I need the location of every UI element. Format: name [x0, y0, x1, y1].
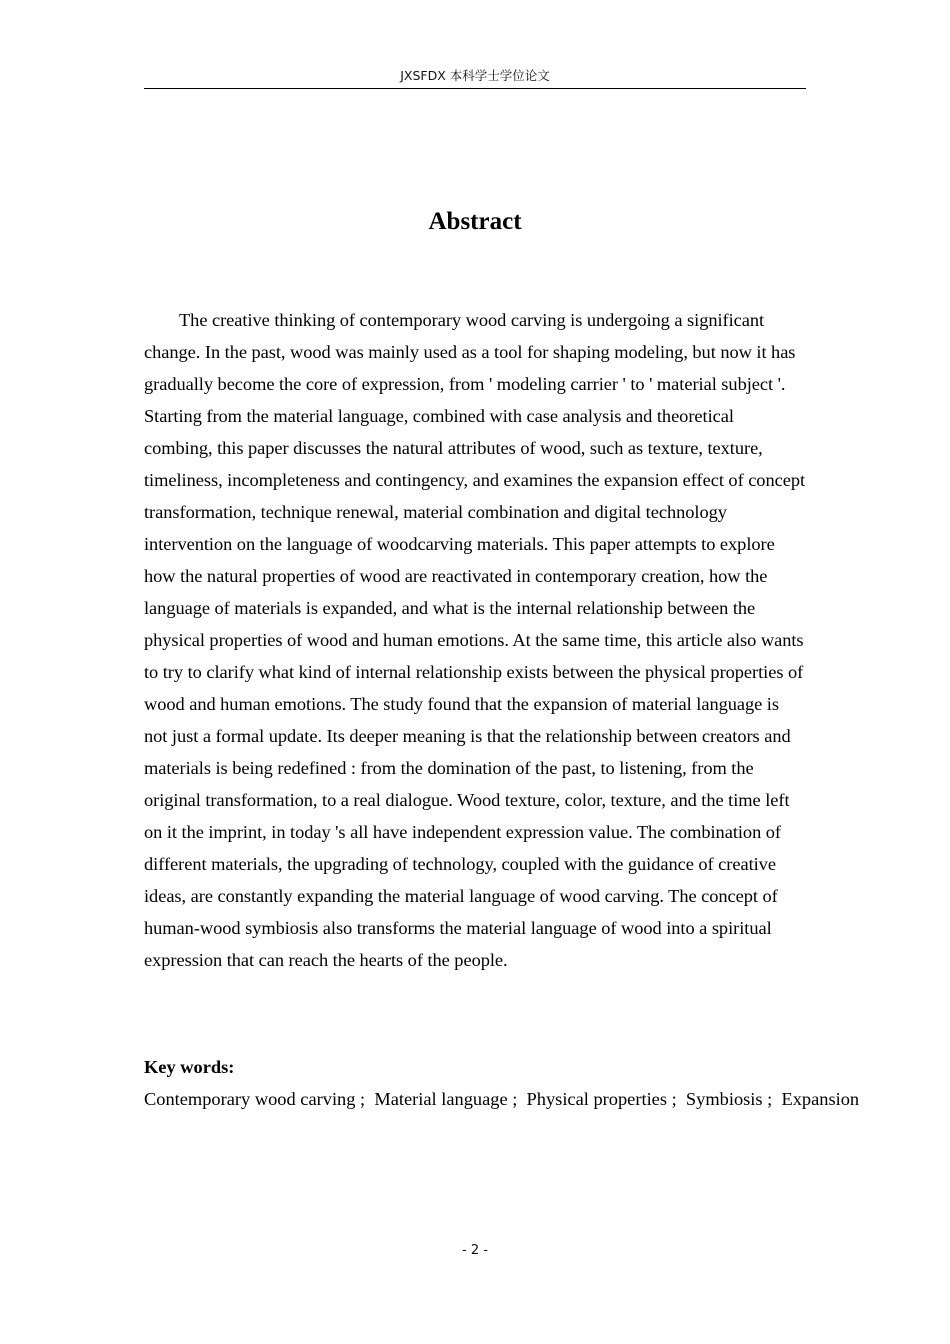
abstract-body: The creative thinking of contemporary wood carving is undergoing a significant change. In the past, wood was mainly used as a tool for shaping modeling, but now it has gradually become the core of expression, from ' modeling carrier ' to ' material subject '. Starting from the material language, combined with case analysis and theoretical combing, this paper discusses the natural attributes of wood, such as texture, texture, timeliness, incompleteness and contingency, and examines the expansion effect of concept transformation, technique renewal, material combination and digital technology intervention on the language of woodcarving materials. This paper attempts to explore how the natural properties of wood are reactivated in contemporary creation, how the language of materials is expanded, and what is the internal relationship between the physical properties of wood and human emotions. At the same time, this article also wants to try to clarify what kind of internal relationship exists between the physical properties of wood and human emotions. The study found that the expansion of material language is not just a formal update. Its deeper meaning is that the relationship between creators and materials is being redefined : from the domination of the past, to listening, from the original transformation, to a real dialogue. Wood texture, color, texture, and the time left on it the imprint, in today 's all have independent expression value. The combination of different materials, the upgrading of technology, coupled with the guidance of creative ideas, are constantly expanding the material language of wood carving. The concept of human-wood symbiosis also transforms the material language of wood into a spiritual expression that can reach the hearts of the people.	[144, 310, 806, 970]
running-header: JXSFDX 本科学士学位论文	[400, 68, 550, 83]
keyword: Symbiosis	[685, 1089, 763, 1109]
keyword-separator: ;	[667, 1089, 686, 1109]
header-rule	[144, 88, 806, 89]
keywords-heading: Key words:	[144, 1057, 235, 1077]
keyword-separator: ;	[355, 1089, 375, 1109]
keywords-list	[144, 1083, 860, 1115]
keyword-separator: ;	[762, 1089, 782, 1109]
page-number: - 2 -	[462, 1243, 488, 1258]
keyword-separator: ;	[507, 1089, 527, 1109]
keyword: Material language	[374, 1089, 508, 1109]
keyword: Expansion	[781, 1089, 860, 1109]
keyword: Physical properties	[526, 1089, 667, 1109]
abstract-title: Abstract	[428, 208, 522, 235]
keyword: Contemporary wood carving	[144, 1089, 356, 1109]
